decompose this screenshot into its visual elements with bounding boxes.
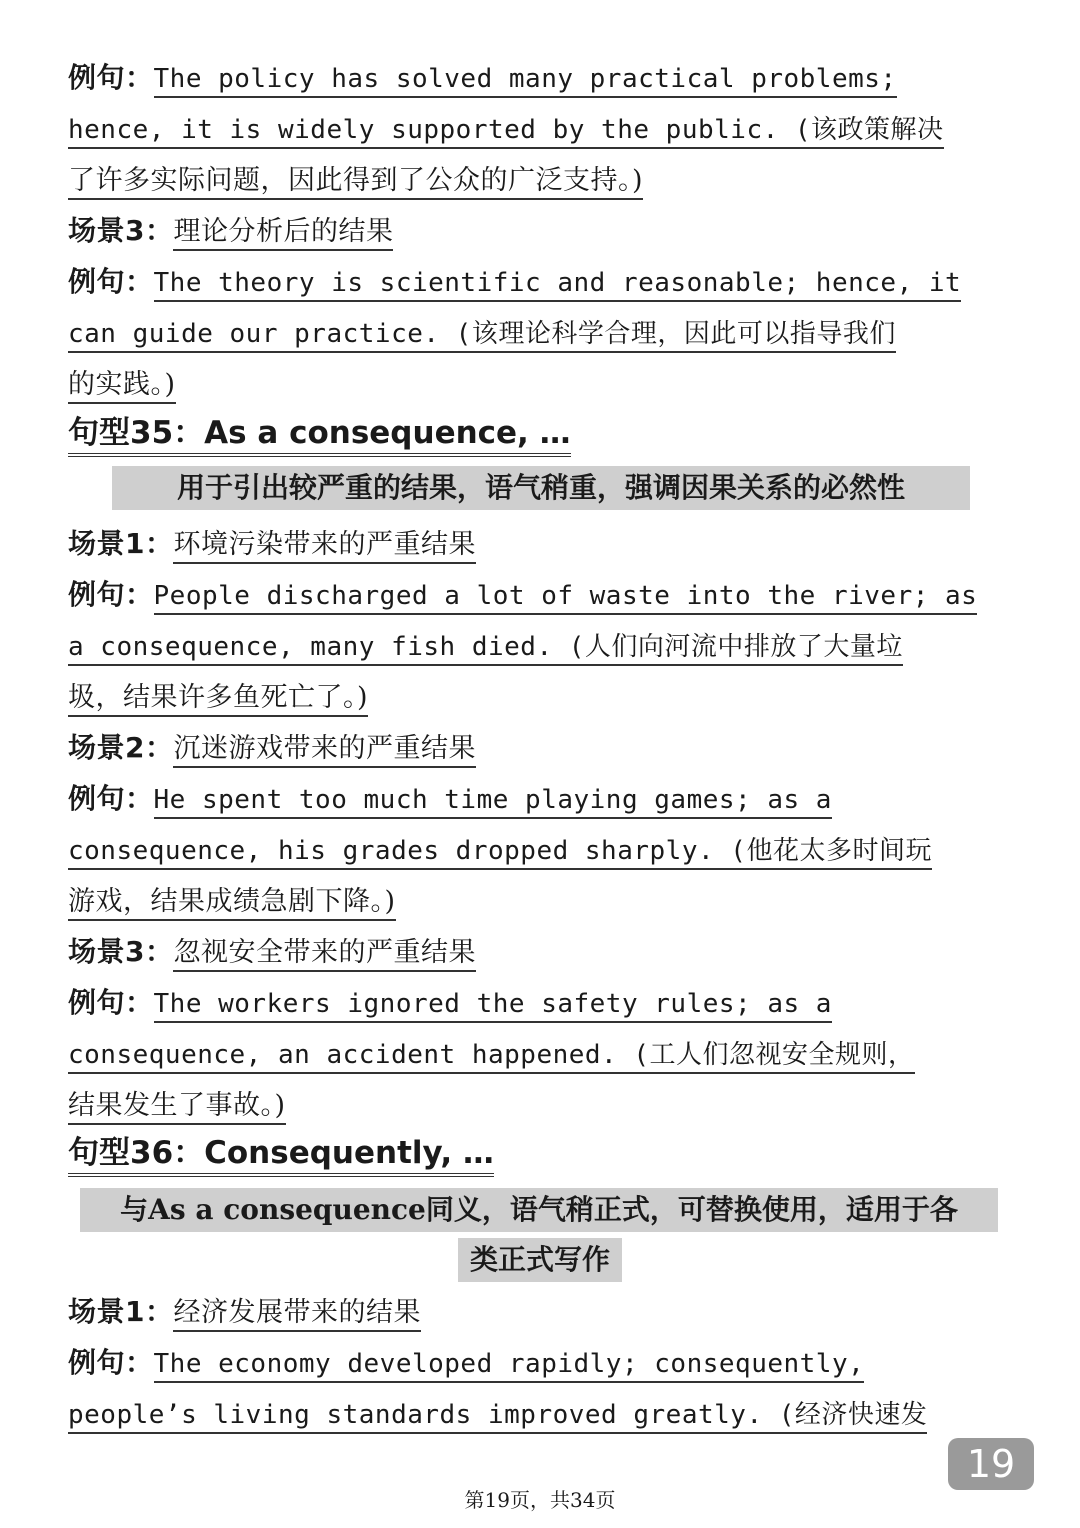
section-banner-36-cont: 类正式写作	[458, 1238, 622, 1282]
text-line: 例句：The theory is scientific and reasonable; hence, it	[68, 256, 1008, 307]
text-line: consequence, his grades dropped sharply. (他花太多时间玩	[68, 824, 1008, 875]
text-line: 例句：The workers ignored the safety rules; as a	[68, 977, 1008, 1028]
text-line: 圾，结果许多鱼死亡了。)	[68, 671, 1008, 722]
scene-line: 场景3：理论分析后的结果	[68, 205, 1008, 256]
text-line: a consequence, many fish died. (人们向河流中排放了大量垃	[68, 620, 1008, 671]
text-line: can guide our practice. (该理论科学合理，因此可以指导我们	[68, 307, 1008, 358]
text-line: hence, it is widely supported by the public. (该政策解决	[68, 103, 1008, 154]
section-heading-35: 句型35：As a consequence, …	[68, 406, 1008, 460]
continuation-block	[68, 52, 1008, 409]
text-line: 例句：The policy has solved many practical problems;	[68, 52, 1008, 103]
section-35-content	[68, 518, 1008, 1130]
scene-line: 场景3：忽视安全带来的严重结果	[68, 926, 1008, 977]
scene-line: 场景1：环境污染带来的严重结果	[68, 518, 1008, 569]
text-line: 例句：People discharged a lot of waste into the river; as	[68, 569, 1008, 620]
section-banner-35: 用于引出较严重的结果，语气稍重，强调因果关系的必然性	[112, 466, 970, 510]
section-heading-36: 句型36：Consequently, …	[68, 1126, 1008, 1180]
page-footer: 第19页，共34页	[464, 1488, 616, 1512]
text-line: 游戏，结果成绩急剧下降。)	[68, 875, 1008, 926]
page-number-badge: 19	[948, 1438, 1034, 1490]
text-line: 的实践。)	[68, 358, 1008, 409]
text-line: consequence, an accident happened. (工人们忽视安全规则，	[68, 1028, 1008, 1079]
text-line: people’s living standards improved greatly. (经济快速发	[68, 1388, 1008, 1439]
section-36-content	[68, 1286, 1008, 1439]
section-banner-36: 与As a consequence同义，语气稍正式，可替换使用，适用于各	[80, 1188, 998, 1232]
text-line: 例句：The economy developed rapidly; consequently,	[68, 1337, 1008, 1388]
text-line: 了许多实际问题，因此得到了公众的广泛支持。)	[68, 154, 1008, 205]
text-line: 例句：He spent too much time playing games; as a	[68, 773, 1008, 824]
text-line: 结果发生了事故。)	[68, 1079, 1008, 1130]
scene-line: 场景2：沉迷游戏带来的严重结果	[68, 722, 1008, 773]
scene-line: 场景1：经济发展带来的结果	[68, 1286, 1008, 1337]
